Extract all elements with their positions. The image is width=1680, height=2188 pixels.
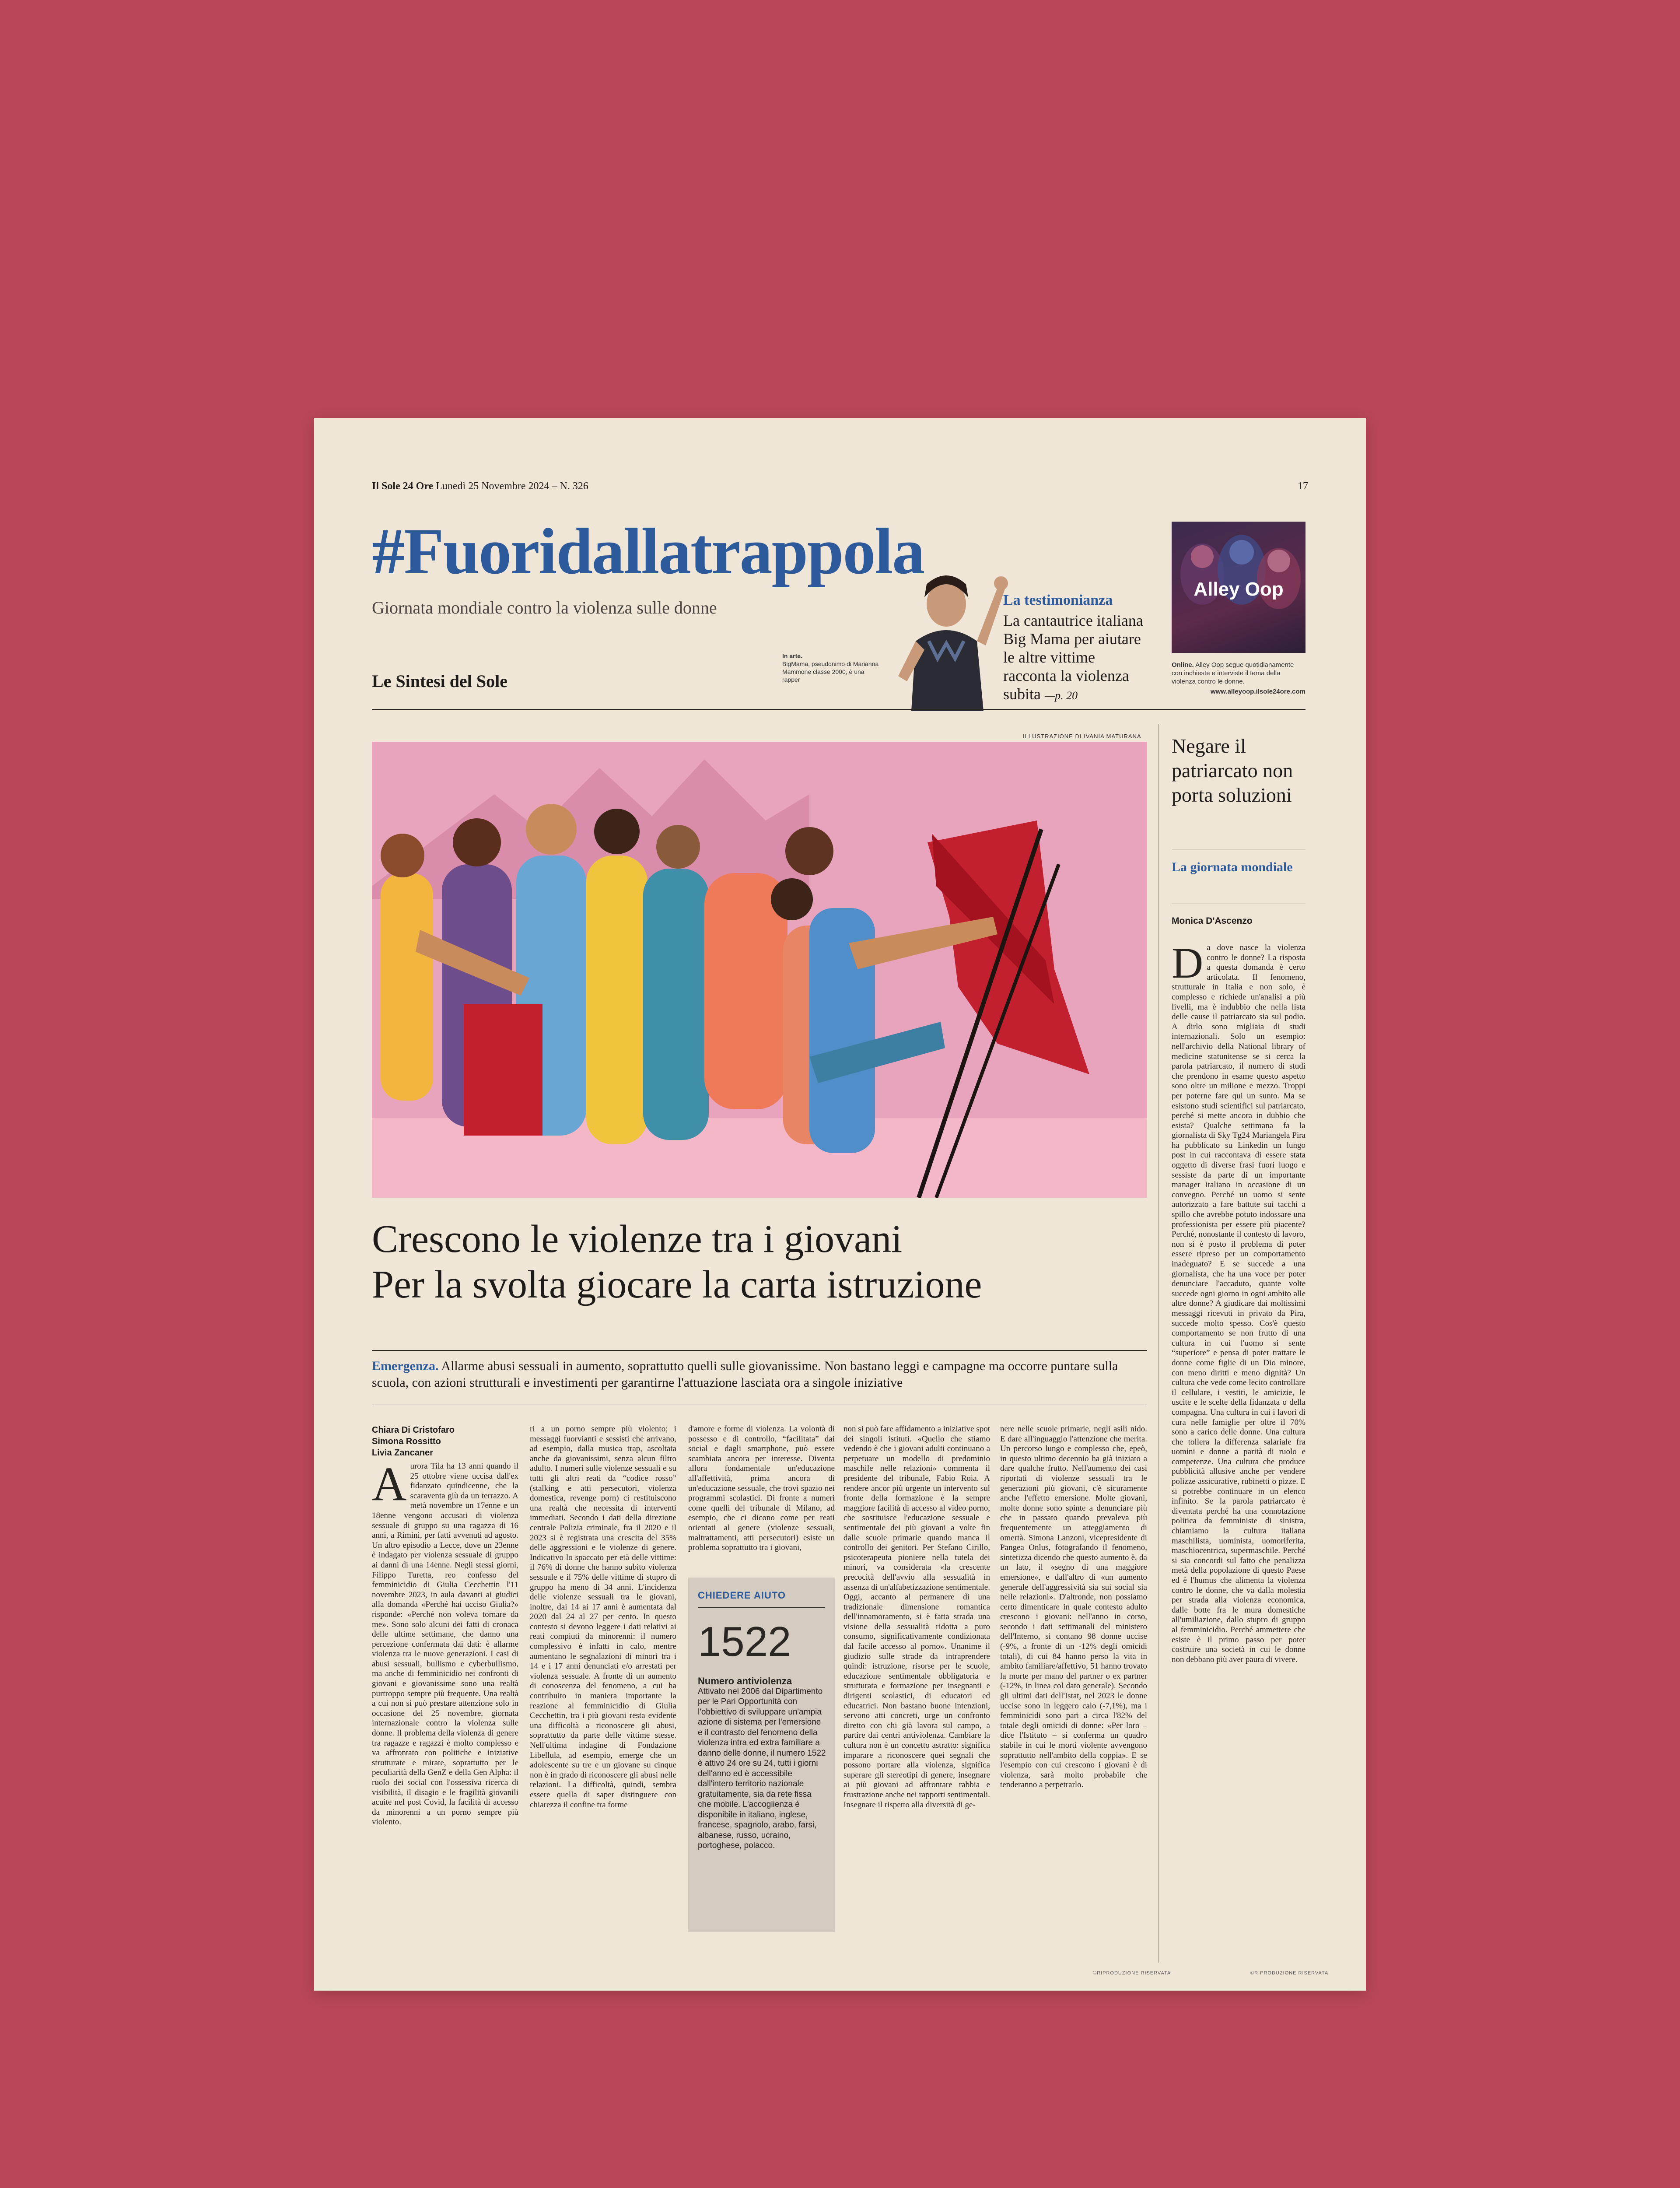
author-2: Simona Rossitto [372, 1437, 441, 1446]
lede-kicker: Emergenza. [372, 1359, 439, 1373]
alley-oop-caption-text: Alley Oop segue quotidianamente con inchieste e interviste il tema della violenza contro le donne. [1172, 661, 1294, 685]
column-1-text: urora Tila ha 13 anni quando il 25 ottobre viene uccisa dall'ex fidanzato quindicenne, che la scaraventa giù da un terrazzo. A metà novembre un 17enne e un 18enne vengono accusati di violenza sessuale di gruppo su una ragazza di 16 anni, a Rimini, per fatti avvenuti ad agosto. Un altro episodio a Lecce, dove un 23enne è indagato per violenza sessuale di gruppo ai danni di una 14enne. Negli stessi giorni, Filippo Turetta, reo confesso del femminicidio di Giulia Cecchettin l'11 novembre 2023, in aula davanti ai giudici alla domanda «Perché hai ucciso Giulia?» risponde: «Perché non voleva tornare da me». Sono solo alcuni dei fatti di cronaca delle ultime settimane, che danno una percezione confermata dai dati: è allarme violenza tra le nuove generazioni. I casi di abusi sessuali, bullismo e cyberbullismo, ma anche di femminicidio nei confronti di giovani e giovanissime sono una realtà purtroppo sempre più frequente. Una realtà a cui non si può prestare attenzione solo in occasione del 25 novembre, giornata internazionale contro la violenza sulle donne. Il problema della violenza di genere tra ragazze e ragazzi è molto complesso e va affrontato con politiche e iniziative strutturate e mirate, soprattutto per le peculiarità della GenZ e della Gen Alpha: il ruolo dei social con l'ossessiva ricerca di visibilità, il disagio e le fragilità giovanili acuite nel post Covid, la facilità di accesso da minorenni a un porno sempre più violento. [372, 1462, 518, 1827]
help-box-rule [698, 1607, 825, 1608]
headline-line-1: Crescono le violenze tra i giovani [372, 1217, 903, 1261]
in-arte-label: In arte. [782, 652, 802, 659]
headline-line-2: Per la svolta giocare la carta istruzione [372, 1263, 982, 1306]
singer-portrait [881, 567, 1012, 711]
header-divider [372, 709, 1306, 710]
lede-divider [372, 1350, 1147, 1351]
illustration-credit: ILLUSTRAZIONE DI IVANIA MATURANA [1023, 733, 1141, 740]
article-column-4 [844, 1424, 990, 1965]
sidebar-author: Monica D'Ascenzo [1172, 916, 1253, 926]
sidebar-text: a dove nasce la violenza contro le donne? La risposta a questa domanda è certo articolata. Il fenomeno, strutturale in Italia e non solo, è complesso e richiede un'analisi a più livelli, ma è indubbio che nella lista delle cause il patriarcato sia sul podio. A dirlo sono migliaia di studi internazionali. Solo un esempio: nell'archivio della National library of medicine statunitense se si cerca la parola patriarcato, il numero di studi che prendono in esame questo aspetto sono oltre un milione e mezzo. Troppi per poterne fare qui un sunto. Ma se esistono studi scientifici sul patriarcato, perché si mette ancora in dubbio che esista? Qualche settimana fa la giornalista di Sky Tg24 Mariangela Pira ha pubblicato su Linkedin un lungo post in cui raccontava di essere stata oggetto di diverse frasi fuori luogo e sessiste da parte di un importante manager italiano in occasione di un convegno. Perché un uomo si sente autorizzato a fare battute sui tacchi a spillo che avrebbe potuto indossare una professionista per essere più piacente? Perché, nonostante il contesto di lavoro, non si è posto il problema di poter essere ripreso per un comportamento inadeguato? E se succede a una giornalista, che ha una voce per poter denunciare l'accaduto, quante volte succede ogni giorno in ogni ambito alle altre donne? A giudicare dai moltissimi messaggi ricevuti in privato da Pira, succede molto spesso. Cos'è questo comportamento se non frutto di una cultura in cui l'uomo si sente “superiore” e pensa di poter trattare le donne come figlie di un Dio minore, con meno diritti e meno dignità? Un cultura che vede come lecito controllare il cellulare, i vestiti, le amicizie, le uscite e le scelte della fidanzata o della compagna. Una cultura in cui i lavori di cura nelle famiglie per oltre il 70% sono a carico delle donne. Una cultura che tollera la differenza salariale fra uomini e donne a parità di ruolo e competenze. Una cultura che produce pubblicità allusive anche per vendere polizze assicurative, rubinetti o pizze. E si potrebbe continuare in un elenco infinito. Se la parola patriarcato è diventata perché ha una connotazione politica da femministe di sinistra, chiamiamo la cultura italiana maschilista, uominista, uomoriferita, maschiocentrica, supermaschile. Perché si sia concordi sul fatto che penalizza metà della popolazione di questo Paese ed è l'humus che alimenta la violenza contro le donne, che va dalla molestia per strada alla violenza economica, dalle botte fra le mura domestiche all'umiliazione, dallo stupro di gruppo al femminicidio. Perché ammettere che esiste è il primo passo per poter costruire una società in cui le donne non debbano più aver paura di vivere. [1172, 943, 1306, 1664]
issue-date: Lunedì 25 Novembre 2024 – N. 326 [436, 480, 588, 492]
women-crowd-illustration [372, 742, 1147, 1198]
testimony-ref: —p. 20 [1045, 689, 1078, 702]
column-4-text: non si può fare affidamento a iniziative spot dei singoli istituti. «Quello che stiamo vedendo è che i giovani adulti continuano a perpetuare un modello di predominio maschile nelle relazioni» commenta il presidente del tribunale, Fabio Roia. A rendere ancor più urgente un intervento sul fronte della formazione è la sempre maggiore facilità di accesso al video porno, che sostituisce l'educazione sessuale e sentimentale dei più giovani a volte fin dalle scuole primarie quando manca il controllo dei genitori. Per Stefano Cirillo, psicoterapeuta pioniere nella tutela dei minori, va considerata «la crescente precocità dell'avvio alla sessualità in assenza di un'alfabetizzazione sentimentale. Oggi, accanto al permanere di una tradizionale dimensione romantica dell'innamoramento, si è fatta strada una visione della sessualità ridotta a puro consumo, significativamente condizionata dal facile accesso al porno». Unanime il giudizio sulle strade da intraprendere quindi: istruzione, risorse per le scuole, educazione sentimentale obbligatoria e strutturata e formazione per insegnanti e dirigenti scolastici, di educatori ed educatrici. Non bastano buone intenzioni, servono atti concreti, urge un confronto diretto con chi già lavora sul campo, a partire dai centri antiviolenza. Cambiare la cultura non è un concetto astratto: significa imparare a riconoscere quei segnali che possono portare alla violenza, significa superare gli stereotipi di genere, insegnare ai più giovani ad affrontare rabbia e frustrazione anche nei rapporti sentimentali. Insegnare il rispetto alla diversità di ge- [844, 1424, 990, 1809]
column-2-text: ri a un porno sempre più violento; i messaggi fuorvianti e sessisti che arrivano, ad esempio, dalla musica trap, ascoltata anche da giovanissimi, senza alcun filtro adulto. I numeri sulle violenze sessuali e su tutti gli altri reati da “codice rosso” (stalking e atti persecutori, violenza domestica, revenge porn) ci restituiscono una realtà che necessita di interventi immediati. Secondo i dati della direzione centrale Polizia criminale, fra il 2020 e il 2023 si è registrata una crescita del 35% delle aggressioni e le violenze di genere. Indicativo lo spaccato per età delle vittime: il 76% di donne che hanno subito violenza sessuale e il 75% delle vittime di stupro di gruppo ha meno di 34 anni. L'incidenza delle violenze sessuali tra le giovani, inoltre, dai 14 ai 17 anni è aumentata dal 2020 dal 24 al 27 per cento. In questo contesto si devono leggere i dati relativi ai reati compiuti da minorenni: il numero complessivo è infatti in calo, mentre aumentano le segnalazioni di minori tra i 14 e i 17 anni denunciati e/o arrestati per violenza sessuale. A fronte di un aumento di conoscenza del fenomeno, a cui ha contribuito in maniera importante la reazione al femminicidio di Giulia Cecchettin, tra i più giovani resta evidente una difficoltà a riconoscere gli abusi, soprattutto da parte delle vittime stesse. Nell'ultima indagine di Fondazione Libellula, ad esempio, emerge che un adolescente su tre e un giovane su cinque non è in grado di riconoscere gli abusi nelle relazioni. La difficoltà, quindi, sembra essere quella di saper distinguere con chiarezza il confine tra forme [530, 1424, 676, 1809]
article-column-1 [372, 1462, 518, 1965]
author-3: Livia Zancaner [372, 1448, 434, 1458]
article-copyright: ©RIPRODUZIONE RISERVATA [1093, 1971, 1171, 1976]
help-box-body: Attivato nel 2006 dal Dipartimento per le Pari Opportunità con l'obbiettivo di sviluppare un'ampia azione di sistema per l'emersione e il contrasto del fenomeno della violenza intra ed extra familiare a danno delle donne, il numero 1522 è attivo 24 ore su 24, tutti i giorni dell'anno ed è accessibile dall'intero territorio nazionale gratuitamente, sia da rete fissa che mobile. L'accoglienza è disponibile in italiano, inglese, francese, spagnolo, arabo, farsi, albanese, russo, ucraino, portoghese, polacco. [698, 1687, 826, 1850]
section-label: Le Sintesi del Sole [372, 671, 508, 691]
help-number[interactable]: 1522 [698, 1618, 791, 1665]
testimony-label: La testimonianza [1003, 592, 1113, 608]
byline [372, 1424, 512, 1459]
testimony-text [1003, 611, 1152, 705]
drop-cap: A [372, 1462, 407, 1511]
column-divider [1158, 724, 1159, 1963]
help-box-title: Numero antiviolenza [698, 1676, 792, 1687]
in-arte-caption [782, 652, 883, 684]
newspaper-page [314, 418, 1366, 1991]
author-1: Chiara Di Cristofaro [372, 1425, 455, 1435]
alley-oop-image [1172, 522, 1306, 653]
alley-oop-caption [1172, 661, 1306, 696]
article-column-2 [530, 1424, 676, 1965]
article-column-5 [1000, 1424, 1147, 1965]
sidebar-body [1172, 943, 1306, 1965]
masthead-line [372, 480, 588, 492]
sidebar-title: Negare il patriarcato non porta soluzioni [1172, 735, 1293, 806]
testimony-body: La cantautrice italiana Big Mama per aiutare le altre vittime racconta la violenza subita [1003, 612, 1143, 703]
section-hashtag: #Fuoridallatrappola [372, 515, 924, 588]
help-box [688, 1578, 835, 1932]
column-3-text: d'amore e forme di violenza. La volontà di possesso e di controllo, “facilitata” dai social e dagli smartphone, può essere scambiata ancora per interesse. Diventa allora fondamentale un'educazione all'affettività, prima ancora di un'educazione sessuale, che trovi spazio nei programmi scolastici. Di fronte a numeri come quelli del tribunale di Milano, ad esempio, che ci dicono come per reati orientati al genere (violenze sessuali, maltrattamenti, atti persecutori) esiste un problema soprattutto tra i giovani, [688, 1424, 835, 1553]
alley-oop-caption-label: Online. [1172, 661, 1194, 669]
article-column-3 [688, 1424, 835, 1569]
alley-oop-link[interactable]: www.alleyoop.ilsole24ore.com [1210, 688, 1306, 695]
lede [372, 1358, 1147, 1391]
main-illustration [372, 742, 1147, 1198]
section-subtitle: Giornata mondiale contro la violenza sulle donne [372, 598, 717, 617]
help-box-header: CHIEDERE AIUTO [698, 1590, 786, 1601]
in-arte-text: BigMama, pseudonimo di Marianna Mammone classe 2000, è una rapper [782, 660, 879, 683]
column-5-text: nere nelle scuole primarie, negli asili nido. E dare all'inguaggio l'attenzione che merita. Un percorso lungo e complesso che, epeò, in questo ultimo decennio ha già iniziato a dare qualche frutto. Nell'aumento dei casi riportati di violenze sessuali tra le generazioni più giovani, c'è sicuramente anche l'effetto emersione. Molte giovani, molte donne sono spinte a denunciare più che in passato quando prevaleva più frequentemente un atteggiamento di omertà. Simona Lanzoni, vicepresidente di Pangea Onlus, fotografando il fenomeno, sintetizza dicendo che questo aumento è, da un lato, il «segno di una maggiore emersione», e dall'altro di «un aumento generale dell'aggressività sia sui social sia nelle relazioni». D'altronde, non possiamo certo dimenticare in quale contesto adulto crescono i giovani: nell'anno in corso, secondo i dati settimanali del ministero dell'Interno, si contano 98 donne uccise (-9%, a fronte di un -12% degli omicidi totali), di cui 84 hanno perso la vita in ambito familiare/affettivo, 51 hanno trovato la morte per mano del partner o ex partner (-12%, in linea col dato generale). Secondo gli ultimi dati dell'Istat, nel 2023 le donne uccise sono in leggero calo (-7,1%), ma i femminicidi sono pari a circa l'82% del totale degli omicidi di donne: «Per loro – dice l'Istituto – si conferma un quadro stabile in cui le morti violente avvengono soprattutto nell'ambito della coppia». E se l'esempio con cui crescono i giovani è di violenza, sarà molto probabile che tenderanno a perpetrarlo. [1000, 1424, 1147, 1790]
lede-text: Allarme abusi sessuali in aumento, soprattutto quelli sulle giovanissime. Non bastano leggi e campagne ma occorre puntare sulla scuola, con azioni strutturali e investimenti per garantirne l'attuazione lasciata ora a singole iniziative [372, 1359, 1118, 1390]
sidebar-kicker: La giornata mondiale [1172, 860, 1293, 874]
paper-name: Il Sole 24 Ore [372, 480, 434, 492]
page-number: 17 [1298, 480, 1308, 492]
help-box-text [698, 1676, 827, 1851]
sidebar-drop-cap: D [1172, 943, 1204, 987]
sidebar-copyright: ©RIPRODUZIONE RISERVATA [1250, 1971, 1329, 1976]
alley-oop-title: Alley Oop [1194, 579, 1284, 600]
main-headline [372, 1217, 1147, 1308]
